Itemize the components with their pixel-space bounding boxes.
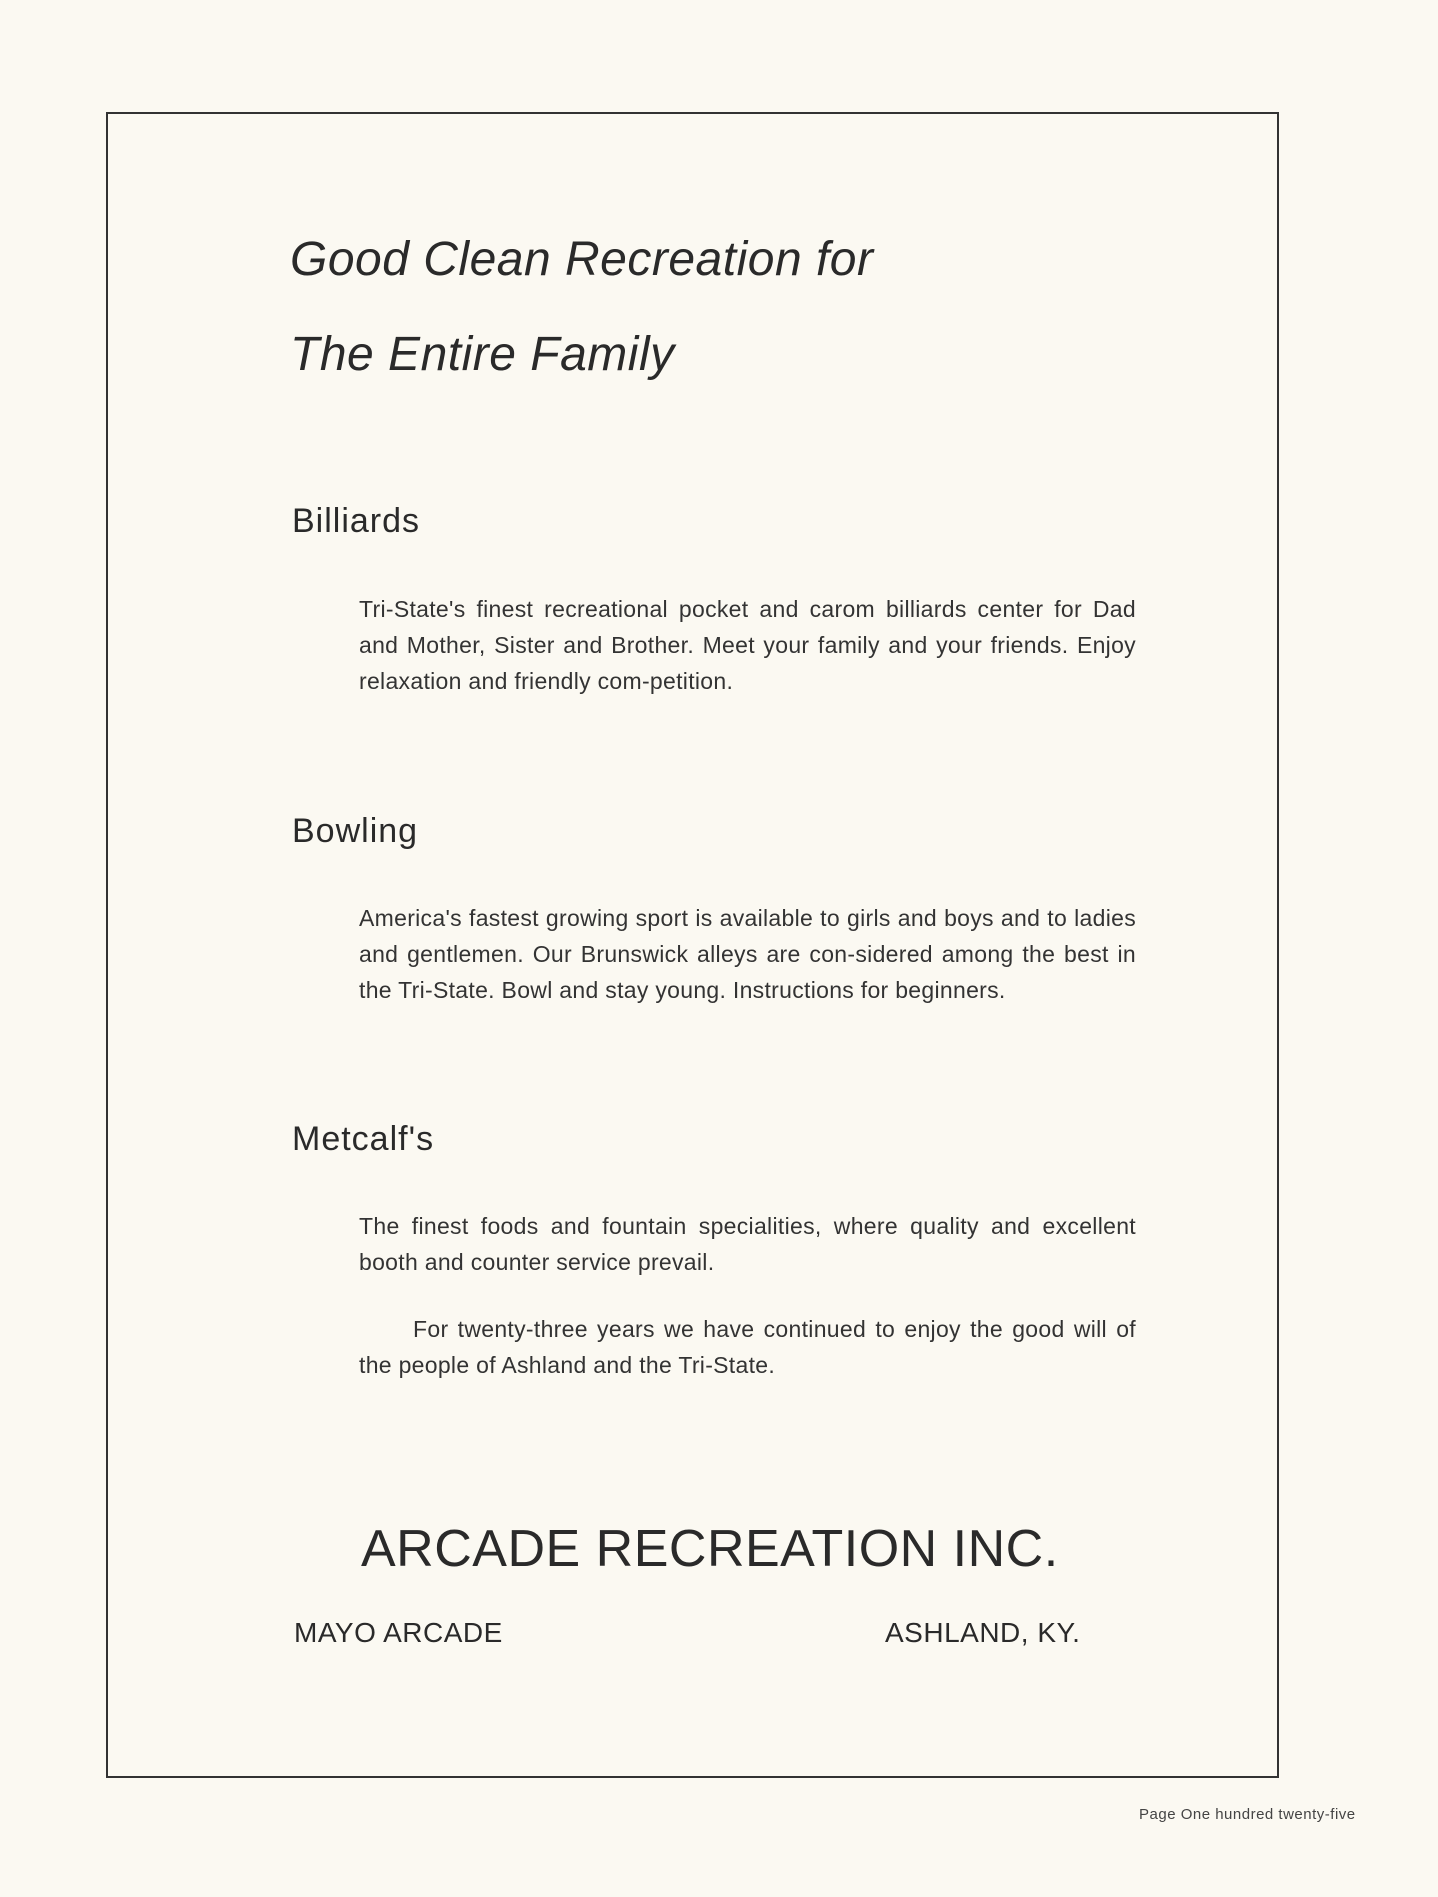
advertisement-frame [106,112,1279,1778]
section-title-billiards: Billiards [292,502,421,540]
headline-line-2: The Entire Family [290,328,675,381]
company-location-city: ASHLAND, KY. [885,1617,1081,1648]
headline-line-1: Good Clean Recreation for [290,233,874,286]
section-body-metcalfs: The finest foods and fountain specialities, where quality and excellent booth and counter service prevail. [359,1213,1136,1275]
company-location-street: MAYO ARCADE [294,1617,503,1648]
section-title-metcalfs: Metcalf's [292,1120,435,1158]
closing-paragraph: For twenty-three years we have continued to enjoy the good will of the people of Ashland and the Tri-State. [359,1316,1136,1378]
section-title-bowling: Bowling [292,812,419,850]
page-number: Page One hundred twenty-five [1139,1806,1356,1823]
section-body-billiards: Tri-State's finest recreational pocket and carom billiards center for Dad and Mother, Sister and Brother. Meet your family and your friends. Enjoy relaxation and friendly com-petition. [359,596,1136,694]
company-name: ARCADE RECREATION INC. [361,1520,1059,1578]
section-body-bowling: America's fastest growing sport is available to girls and boys and to ladies and gentlemen. Our Brunswick alleys are con-sidered among the best in the Tri-State. Bowl and stay young. Instructions for beginners. [359,905,1136,1003]
